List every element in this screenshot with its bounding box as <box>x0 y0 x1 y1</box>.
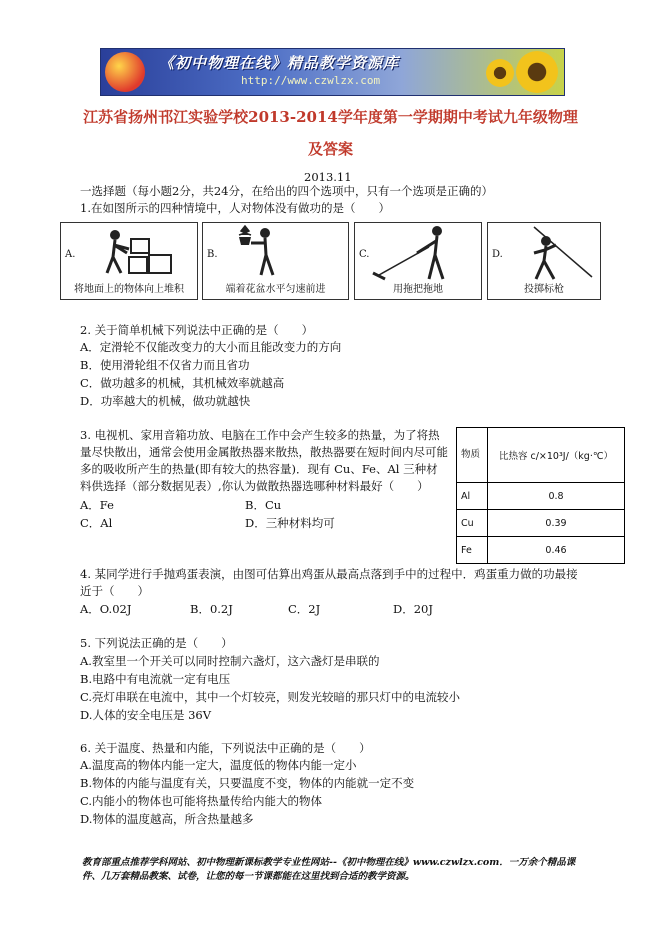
q1-image-caption: 将地面上的物体向上堆积 <box>74 284 184 295</box>
q1-image-letter: A. <box>65 249 76 260</box>
q1-image-letter: C. <box>359 249 370 260</box>
table-cell-material: Al <box>457 483 488 510</box>
q2-option: A．定滑轮不仅能改变力的大小而且能改变力的方向 <box>80 340 342 354</box>
question-4-line: 4. 某同学进行手抛鸡蛋表演，由图可估算出鸡蛋从最高点落到手中的过程中．鸡蛋重力做的功最接 <box>80 567 578 581</box>
banner-title: 《初中物理在线》精品教学资源库 <box>159 54 400 72</box>
table-cell-value: 0.8 <box>488 483 625 510</box>
q6-option: B.物体的内能与温度有关，只要温度不变，物体的内能就一定不变 <box>80 776 415 790</box>
q1-image-a <box>60 222 198 300</box>
table-cell-material: Fe <box>457 537 488 564</box>
q2-option: C．做功越多的机械，其机械效率就越高 <box>80 376 285 390</box>
question-3-line: 3. 电视机、家用音箱功放、电脑在工作中会产生较多的热量，为了将热 <box>80 428 440 442</box>
question-6-stem: 6. 关于温度、热量和内能，下列说法中正确的是（ ） <box>80 741 371 755</box>
footer-line: 教育部重点推荐学科网站、初中物理新课标教学专业性网站--《初中物理在线》www.czwlzx.com．一万余个精品课 <box>82 857 576 868</box>
q2-option: B．使用滑轮组不仅省力而且省功 <box>80 358 250 372</box>
q3-option: D．三种材料均可 <box>245 516 335 530</box>
table-row <box>457 537 625 564</box>
header-banner <box>100 48 565 96</box>
person-mopping-icon <box>369 223 469 281</box>
specific-heat-table <box>456 427 625 564</box>
table-row <box>457 483 625 510</box>
banner-url: http://www.czwlzx.com <box>241 74 381 87</box>
person-carrying-flowerpot-icon <box>233 225 323 277</box>
page-footer <box>82 856 592 884</box>
q5-option: A.教室里一个开关可以同时控制六盏灯，这六盏灯是串联的 <box>80 654 380 668</box>
table-header-specific-heat: 比热容 c/×10³J/（kg·℃） <box>488 428 625 483</box>
q4-option: C．2J <box>288 602 321 616</box>
table-row <box>457 510 625 537</box>
footer-line: 件、几万套精品教案、试卷，让您的每一节课都能在这里找到合适的教学资源。 <box>82 871 415 882</box>
question-3-line: 料供选择（部分数据见表）,你认为做散热器选哪种材料最好（ ） <box>80 479 429 493</box>
q3-option: C．Al <box>80 516 113 530</box>
exam-date: 2013.11 <box>304 170 352 184</box>
question-1-stem: 1.在如图所示的四种情境中，人对物体没有做功的是（ ） <box>80 201 390 215</box>
q3-option: A．Fe <box>80 498 114 512</box>
question-3-line: 量尽快散出，通常会使用金属散热器来散热，散热器要在短时间内尽可能 <box>80 445 448 459</box>
question-2-stem: 2. 关于简单机械下列说法中正确的是（ ） <box>80 323 314 337</box>
q4-option: D．20J <box>393 602 433 616</box>
table-cell-material: Cu <box>457 510 488 537</box>
q5-option: D.人体的安全电压是 36V <box>80 708 212 722</box>
q2-option: D．功率越大的机械，做功就越快 <box>80 394 251 408</box>
q3-option: B．Cu <box>245 498 282 512</box>
q1-image-letter: D. <box>492 249 503 260</box>
q6-option: A.温度高的物体内能一定大，温度低的物体内能一定小 <box>80 758 357 772</box>
q1-image-c <box>354 222 482 300</box>
sunflower-icon <box>516 51 558 93</box>
sunflower-icon <box>486 59 514 87</box>
document-title-cont: 及答案 <box>307 140 353 158</box>
q4-option: B．0.2J <box>190 602 233 616</box>
q1-image-letter: B. <box>207 249 218 260</box>
q6-option: C.内能小的物体也可能将热量传给内能大的物体 <box>80 794 323 808</box>
q4-option: A．O.02J <box>80 602 132 616</box>
q6-option: D.物体的温度越高，所含热量越多 <box>80 812 254 826</box>
person-throwing-javelin-icon <box>504 223 594 281</box>
person-stacking-boxes-icon <box>85 227 185 275</box>
document-title: 江苏省扬州邗江实验学校2013-2014学年度第一学期期中考试九年级物理 <box>83 108 578 126</box>
q1-image-d <box>487 222 601 300</box>
table-header-material: 物质 <box>457 428 488 483</box>
site-logo-icon <box>105 52 145 92</box>
q5-option: B.电路中有电流就一定有电压 <box>80 672 231 686</box>
q1-image-caption: 投掷标枪 <box>524 284 564 295</box>
table-cell-value: 0.46 <box>488 537 625 564</box>
q1-image-caption: 用拖把拖地 <box>393 284 443 295</box>
question-3-line: 多的吸收所产生的热量(即有较大的热容量)．现有 Cu、Fe、Al 三种材 <box>80 462 438 476</box>
question-5-stem: 5. 下列说法正确的是（ ） <box>80 636 233 650</box>
section-heading: 一选择题（每小题2分，共24分，在给出的四个选项中，只有一个选项是正确的） <box>80 184 493 198</box>
q1-image-caption: 端着花盆水平匀速前进 <box>225 284 326 295</box>
question-4-line: 近于（ ） <box>80 584 149 598</box>
q1-image-b <box>202 222 349 300</box>
q5-option: C.亮灯串联在电流中，其中一个灯较亮，则发光较暗的那只灯中的电流较小 <box>80 690 461 704</box>
table-cell-value: 0.39 <box>488 510 625 537</box>
